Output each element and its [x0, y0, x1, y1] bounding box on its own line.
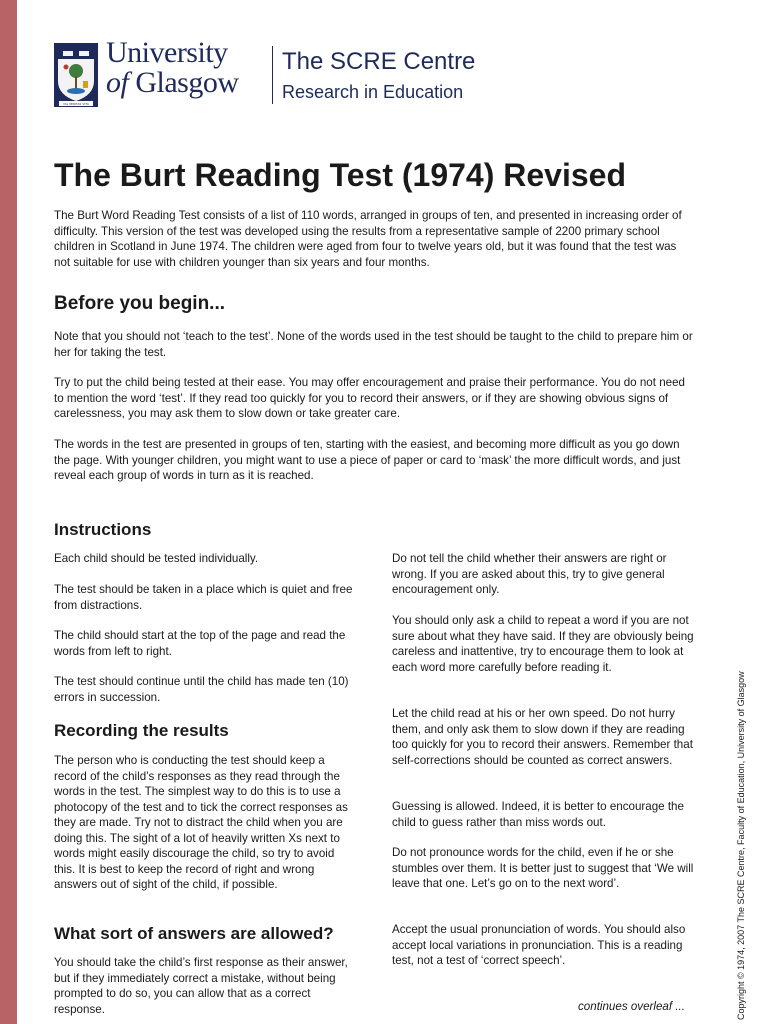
- page-header: [54, 36, 514, 110]
- university-line2-wrap: [106, 68, 239, 98]
- university-name: [106, 38, 239, 98]
- answers-paragraph: You should take the child’s first response as their answer, but if they immediately correct a mistake, without being prompted to do so, you can allow that as a correct response.: [54, 956, 348, 1016]
- before-paragraph-2: Try to put the child being tested at their ease. You may offer encouragement and praise their performance. You do not need to mention the word ‘test’. If they read too quickly for you to record their answers, or if they are showing obvious signs of carelessness, you may ask them to slow down or take greater care.: [54, 376, 685, 420]
- answers-heading: What sort of answers are allowed?: [54, 924, 334, 943]
- recording-heading: Recording the results: [54, 721, 229, 740]
- instruction-right-3: Let the child read at his or her own speed. Do not hurry them, and only ask them to slow down if they are reading too quickly for you to record their answers. Remember that self-corrections should be counted as correct answers.: [392, 707, 693, 767]
- intro-paragraph: The Burt Word Reading Test consists of a list of 110 words, arranged in groups of ten, and presented in increasing order of difficulty. This version of the test was developed using the results from a representative sample of 2200 primary school children in Scotland in June 1974. The children were aged from four to twelve years old, but it was found that the test was not suitable for use with children younger than six years and four months.: [54, 209, 682, 269]
- header-divider: [272, 46, 273, 104]
- university-line2: Glasgow: [135, 66, 239, 99]
- continues-overleaf-note: continues overleaf ...: [578, 1000, 685, 1013]
- before-heading: Before you begin...: [54, 293, 226, 314]
- centre-title: The SCRE Centre: [282, 48, 476, 75]
- copyright-notice: Copyright © 1974, 2007 The SCRE Centre, Faculty of Education, University of Glasgow: [736, 671, 746, 1020]
- university-crest-logo: [54, 43, 98, 107]
- instruction-right-1: Do not tell the child whether their answers are right or wrong. If you are asked about this, try to give general encouragement only.: [392, 552, 667, 596]
- instruction-right-6: Accept the usual pronunciation of words. You should also accept local variations in pronunciation. This is a reading test, not a test of ‘correct speech’.: [392, 923, 686, 967]
- page-title: The Burt Reading Test (1974) Revised: [54, 157, 626, 193]
- recording-paragraph: The person who is conducting the test should keep a record of the child’s responses as they read through the words in the test. The simplest way to do this is to use a photocopy of the test and to tick the correct responses as they are made. Try not to distract the child when you are doing this. The sight of a lot of heavily written Xs next to words might easily discourage the child, so try to avoid this. It is best to keep the record of right and wrong answers out of sight of the child, if possible.: [54, 754, 348, 891]
- instruction-right-2: You should only ask a child to repeat a word if you are not sure about what they have said. If they are obviously being careless and inattentive, try to encourage them to look at each word more carefully before reading it.: [392, 614, 694, 674]
- instruction-left-2: The test should be taken in a place which is quiet and free from distractions.: [54, 583, 353, 612]
- instruction-left-3: The child should start at the top of the page and read the words from left to right.: [54, 629, 346, 658]
- instructions-heading: Instructions: [54, 520, 152, 539]
- university-line1: University: [106, 36, 228, 69]
- crest-motto: VIA VERITAS VITA: [63, 102, 89, 106]
- instruction-left-1: Each child should be tested individually.: [54, 552, 259, 565]
- university-of: of: [106, 66, 129, 99]
- before-paragraph-1: Note that you should not ‘teach to the test’. None of the words used in the test should be taught to the child to prepare him or her for taking the test.: [54, 330, 693, 359]
- side-accent-bar: [0, 0, 17, 1024]
- before-paragraph-3: The words in the test are presented in groups of ten, starting with the easiest, and becoming more difficult as you go down the page. With younger children, you might want to use a piece of paper or card to ‘mask’ the more difficult words, and just reveal each group of words in turn as it is reached.: [54, 438, 681, 482]
- instruction-left-4: The test should continue until the child has made ten (10) errors in succession.: [54, 675, 349, 704]
- centre-subtitle: Research in Education: [282, 82, 464, 102]
- instruction-right-5: Do not pronounce words for the child, even if he or she stumbles over them. It is better just to suggest that ‘We will leave that one. Let’s go on to the next word’.: [392, 846, 694, 890]
- instruction-right-4: Guessing is allowed. Indeed, it is better to encourage the child to guess rather than miss words out.: [392, 800, 684, 829]
